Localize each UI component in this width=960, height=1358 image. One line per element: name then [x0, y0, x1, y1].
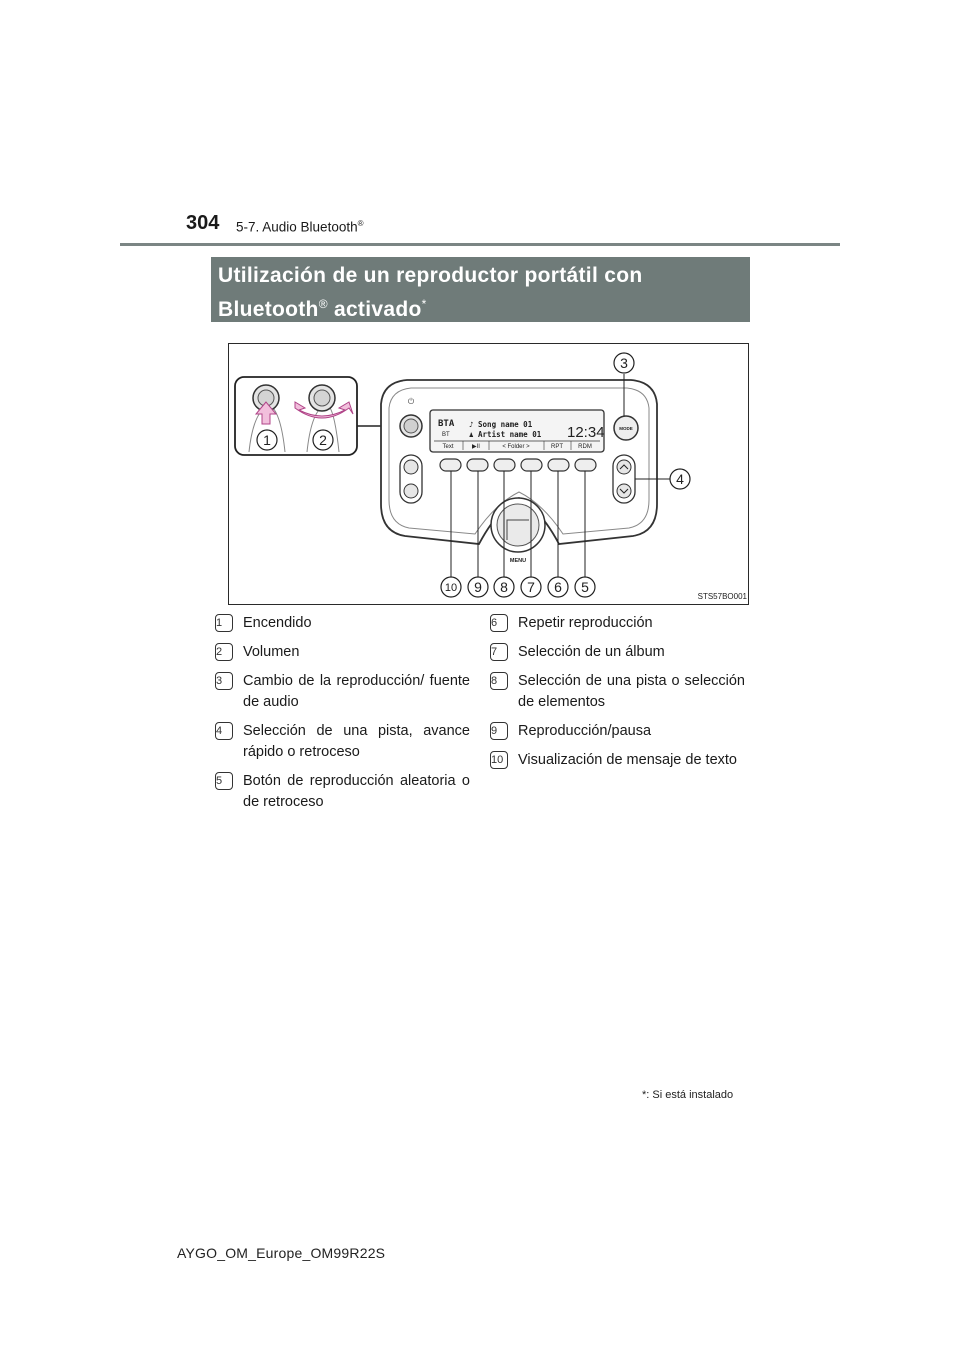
- mode-label: MODE: [619, 426, 633, 431]
- softkey-play-pause: ▶II: [472, 444, 480, 450]
- legend-number: 1: [215, 614, 233, 632]
- legend-item-7: [490, 642, 745, 663]
- footnote-asterisk: *: [642, 1089, 647, 1101]
- seek-down-icon: [617, 484, 631, 498]
- seek-up-icon: [617, 460, 631, 474]
- page-number: 304: [186, 212, 220, 234]
- title-registered-mark: ®: [318, 297, 328, 311]
- legend-text: Cambio de la reproducción/ fuente de audio: [243, 673, 470, 710]
- legend-text: Encendido: [243, 615, 312, 631]
- display-time: 12:34: [567, 424, 605, 441]
- legend-text: Botón de reproducción aleatoria o de retroceso: [243, 773, 470, 810]
- section-text: 5-7. Audio Bluetooth: [236, 219, 358, 235]
- callout-3: 3: [620, 355, 628, 371]
- legend-text: Selección de un álbum: [518, 644, 665, 660]
- legend-item-8: [490, 671, 745, 713]
- legend-text: Selección de una pista, avance rápido o retroceso: [243, 723, 470, 760]
- legend-text: Reproducción/pausa: [518, 723, 652, 739]
- legend-number: 9: [490, 722, 508, 740]
- legend-number: 4: [215, 722, 233, 740]
- display-song: ♪ Song name 01: [469, 420, 533, 429]
- legend-item-4: [215, 721, 470, 763]
- registered-mark: ®: [357, 219, 364, 228]
- header-rule: [120, 243, 840, 246]
- callout-9: 9: [474, 579, 482, 595]
- title-activated: activado: [327, 298, 422, 321]
- power-symbol-icon: ⏻: [407, 397, 415, 406]
- softkey-rpt: RPT: [551, 444, 563, 450]
- legend-item-3: [215, 671, 470, 713]
- legend-item-10: [490, 750, 745, 771]
- legend-text: Repetir reproducción: [518, 615, 653, 631]
- legend-text: Volumen: [243, 644, 300, 660]
- softkey-rdm: RDM: [578, 444, 592, 450]
- section-label: [236, 219, 364, 235]
- legend-item-2: [215, 642, 470, 663]
- legend-number: 8: [490, 672, 508, 690]
- legend-text: Selección de una pista o selección de elementos: [518, 673, 745, 710]
- audio-unit-figure: [228, 343, 749, 605]
- legend-text: Visualización de mensaje de texto: [518, 752, 737, 768]
- softkey-text: Text: [442, 444, 454, 450]
- section-title: [211, 257, 750, 322]
- head-unit-body: [381, 380, 657, 564]
- callout-4: 4: [676, 471, 684, 487]
- legend-number: 10: [490, 751, 508, 769]
- softkey-folder: < Folder >: [502, 444, 530, 450]
- legend-right-column: [490, 613, 745, 779]
- legend-number: 6: [490, 614, 508, 632]
- legend-number: 2: [215, 643, 233, 661]
- legend-number: 5: [215, 772, 233, 790]
- footnote: [642, 1089, 733, 1101]
- knob-inset: [235, 377, 357, 455]
- display-bt: BT: [442, 432, 450, 438]
- legend-item-1: [215, 613, 470, 634]
- phone-pickup-icon: [404, 460, 418, 474]
- callout-1-inset: 1: [263, 432, 271, 448]
- legend-item-9: [490, 721, 745, 742]
- callout-10: 10: [444, 582, 458, 594]
- title-line-1: Utilización de un reproductor portátil con: [218, 264, 643, 287]
- display-artist: ♟ Artist name 01: [469, 430, 542, 439]
- callout-6: 6: [554, 579, 562, 595]
- title-bluetooth: Bluetooth: [218, 298, 319, 321]
- callout-5: 5: [581, 579, 589, 595]
- callout-7: 7: [527, 579, 535, 595]
- display-source: BTA: [438, 419, 455, 429]
- audio-unit-illustration: [229, 344, 750, 606]
- title-line-2: [218, 290, 750, 324]
- document-id: AYGO_OM_Europe_OM99R22S: [177, 1245, 386, 1261]
- footnote-text: : Si está instalado: [646, 1089, 734, 1101]
- legend-item-6: [490, 613, 745, 634]
- legend-left-column: [215, 613, 470, 821]
- legend-number: 3: [215, 672, 233, 690]
- legend-item-5: [215, 771, 470, 813]
- legend-number: 7: [490, 643, 508, 661]
- phone-hangup-icon: [404, 484, 418, 498]
- callout-2-inset: 2: [319, 432, 327, 448]
- title-asterisk: *: [421, 297, 427, 311]
- figure-code: STS57BO001: [697, 592, 747, 601]
- menu-label: MENU: [509, 558, 527, 564]
- callout-8: 8: [500, 579, 508, 595]
